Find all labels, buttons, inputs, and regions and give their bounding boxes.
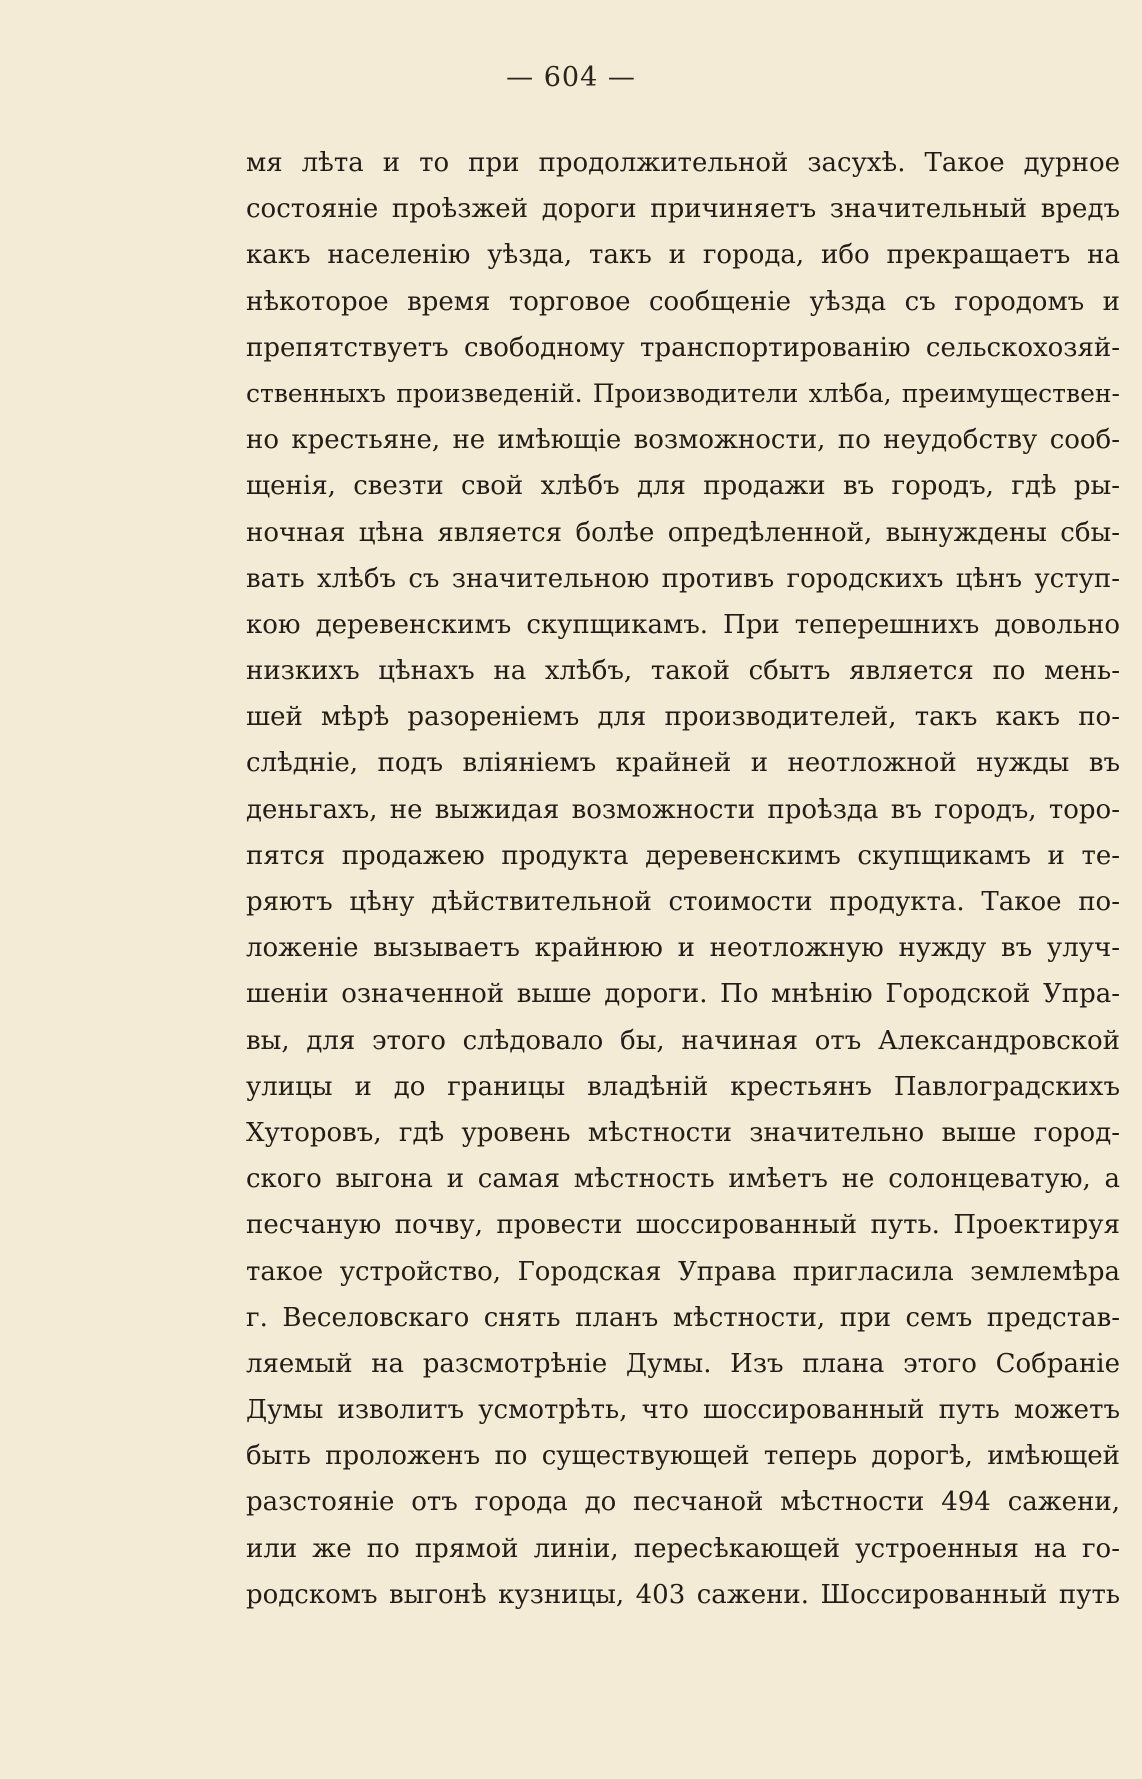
- text-line: ночная цѣна является болѣе опредѣленной, вынуждены сбы-: [246, 517, 1120, 548]
- text-line: Хуторовъ, гдѣ уровень мѣстности значительно выше город-: [246, 1117, 1120, 1148]
- text-line: или же по прямой линіи, пересѣкающей устроенныя на го-: [246, 1533, 1120, 1564]
- text-line: Думы изволитъ усмотрѣть, что шоссированный путь можетъ: [246, 1395, 1120, 1426]
- text-line: родскомъ выгонѣ кузницы, 403 сажени. Шоссированный путь: [246, 1579, 1120, 1610]
- text-line: ского выгона и самая мѣстность имѣетъ не солонцеватую, а: [246, 1164, 1120, 1195]
- text-line: низкихъ цѣнахъ на хлѣбъ, такой сбытъ является по мень-: [246, 656, 1120, 687]
- text-line: ложеніе вызываетъ крайнюю и неотложную нужду въ улуч-: [246, 933, 1120, 964]
- text-line: быть проложенъ по существующей теперь дорогѣ, имѣющей: [246, 1441, 1120, 1472]
- text-line: вы, для этого слѣдовало бы, начиная отъ Александровской: [246, 1025, 1120, 1056]
- text-line: слѣдніе, подъ вліяніемъ крайней и неотложной нужды въ: [246, 748, 1120, 779]
- text-line: какъ населенію уѣзда, такъ и города, ибо прекращаетъ на: [246, 240, 1120, 271]
- text-line: мя лѣта и то при продолжительной засухѣ. Такое дурное: [246, 148, 1120, 178]
- body-text: [246, 140, 1120, 1618]
- text-line: шеніи означенной выше дороги. По мнѣнію Городской Упра-: [246, 979, 1120, 1010]
- text-line: ряютъ цѣну дѣйствительной стоимости продукта. Такое по-: [246, 887, 1120, 917]
- text-line: улицы и до границы владѣній крестьянъ Павлоградскихъ: [246, 1071, 1120, 1102]
- text-line: состояніе проѣзжей дороги причиняетъ значительный вредъ: [246, 194, 1120, 225]
- text-line: г. Веселовскаго снять планъ мѣстности, при семъ представ-: [246, 1302, 1120, 1333]
- text-line: но крестьяне, не имѣющіе возможности, по неудобству сооб-: [246, 425, 1120, 456]
- text-line: такое устройство, Городская Управа пригласила землемѣра: [246, 1256, 1120, 1287]
- text-line: кою деревенскимъ скупщикамъ. При теперешнихъ довольно: [246, 609, 1120, 640]
- page-number: — 604 —: [506, 62, 636, 93]
- text-line: ляемый на разсмотрѣніе Думы. Изъ плана этого Собраніе: [246, 1348, 1120, 1379]
- text-line: нѣкоторое время торговое сообщеніе уѣзда съ городомъ и: [246, 286, 1120, 317]
- text-line: шей мѣрѣ разореніемъ для производителей, такъ какъ по-: [246, 702, 1120, 733]
- text-line: песчаную почву, провести шоссированный путь. Проектируя: [246, 1210, 1120, 1241]
- text-line: деньгахъ, не выжидая возможности проѣзда въ городъ, торо-: [246, 794, 1120, 825]
- text-line: ственныхъ произведеній. Производители хлѣба, преимуществен-: [246, 378, 1120, 408]
- text-line: щенія, свезти свой хлѣбъ для продажи въ городъ, гдѣ ры-: [246, 471, 1120, 502]
- text-line: разстояніе отъ города до песчаной мѣстности 494 сажени,: [246, 1487, 1120, 1518]
- text-line: вать хлѣбъ съ значительною противъ городскихъ цѣнъ уступ-: [246, 563, 1120, 594]
- text-line: пятся продажею продукта деревенскимъ скупщикамъ и те-: [246, 840, 1120, 871]
- text-line: препятствуетъ свободному транспортированію сельскохозяй-: [246, 332, 1120, 363]
